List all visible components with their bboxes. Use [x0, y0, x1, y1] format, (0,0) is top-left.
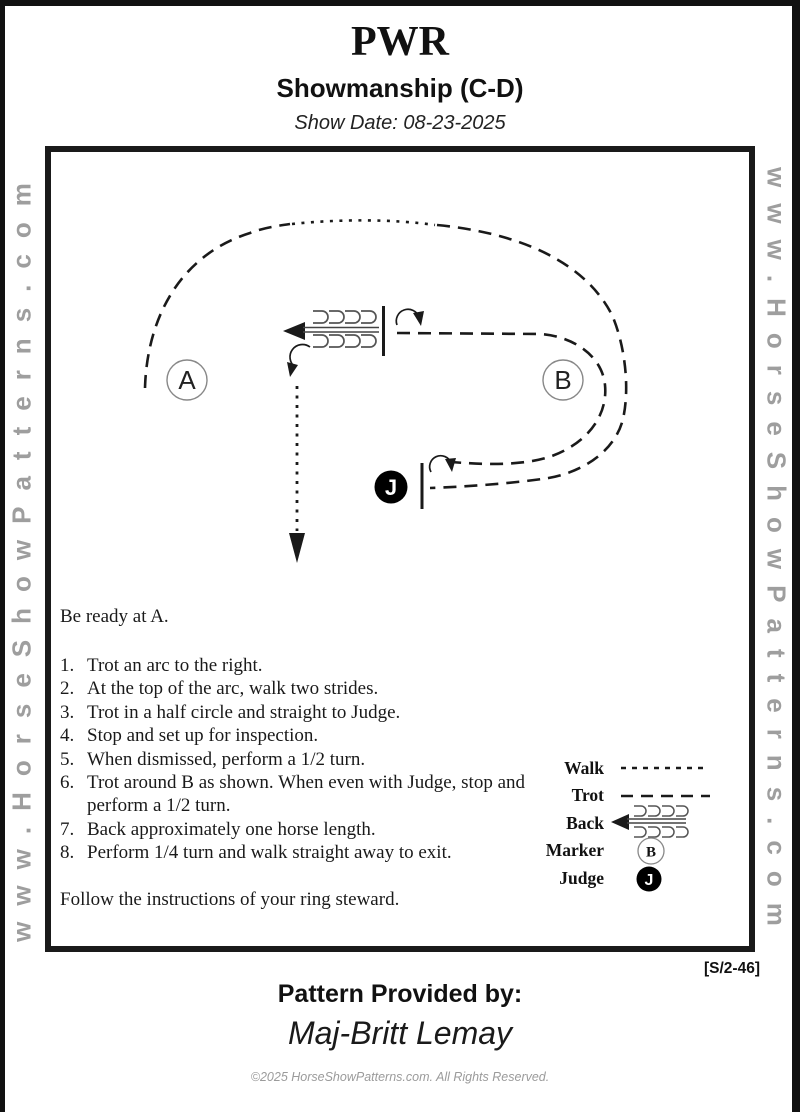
- quarter-turn-arrow: [290, 344, 310, 367]
- copyright-line: ©2025 HorseShowPatterns.com. All Rights Reserved.: [250, 1070, 550, 1084]
- legend-marker-label: Marker: [545, 840, 604, 860]
- step-text: Trot in a half circle and straight to Judge.: [87, 701, 401, 723]
- instructions-intro: Be ready at A.: [60, 606, 169, 627]
- legend: [546, 758, 710, 892]
- legend-judge-symbol: J: [644, 872, 654, 889]
- instruction-step: [60, 724, 538, 747]
- instruction-step: [60, 771, 538, 818]
- instructions-outro: Follow the instructions of your ring steward.: [60, 888, 400, 910]
- quarter-turn-arrowhead: [287, 362, 298, 377]
- step-text: When dismissed, perform a 1/2 turn.: [87, 748, 366, 770]
- marker-b-label: B: [554, 365, 572, 395]
- trot-loop-around-b: [397, 333, 605, 464]
- legend-trot-label: Trot: [571, 785, 604, 805]
- step-text: Back approximately one horse length.: [87, 818, 376, 840]
- step-number: 7.: [60, 818, 75, 840]
- legend-back-label: Back: [566, 813, 604, 833]
- step-number: 4.: [60, 725, 75, 747]
- watermark-right: www.HorseShowPatterns.com: [761, 167, 792, 942]
- instruction-step: [60, 841, 538, 864]
- step-text: Trot around B as shown. When even with Judge, stop and perform a 1/2 turn.: [87, 772, 526, 817]
- trot-arc-left: [145, 224, 290, 388]
- back-arrowhead: [283, 322, 305, 340]
- marker-a-label: A: [178, 365, 196, 395]
- trot-arc-right: [430, 225, 626, 488]
- step-text: At the top of the arc, walk two strides.: [87, 678, 379, 700]
- judge-label: J: [384, 475, 398, 500]
- page-frame-right: [792, 0, 800, 1112]
- pattern-code: [S/2-46]: [704, 960, 760, 977]
- step-number: 1.: [60, 655, 75, 676]
- step-text: Stop and set up for inspection.: [87, 725, 319, 747]
- provided-by-name: Maj-Britt Lemay: [287, 1015, 513, 1051]
- legend-back-symbol: [611, 806, 688, 837]
- step-text: Trot an arc to the right.: [87, 655, 263, 676]
- step-number: 8.: [60, 842, 75, 864]
- class-subtitle: Showmanship (C-D): [276, 73, 524, 103]
- step-number: 3.: [60, 701, 75, 723]
- walk-exit-arrowhead: [289, 533, 305, 563]
- legend-marker-symbol: B: [645, 844, 657, 861]
- walk-top-segment: [292, 220, 435, 225]
- half-turn-arrowhead-center: [413, 311, 424, 326]
- step-number: 2.: [60, 678, 75, 700]
- provided-by-label: Pattern Provided by:: [277, 980, 523, 1008]
- page-frame-top: [0, 0, 800, 6]
- page-title: PWR: [351, 19, 449, 65]
- show-date: Show Date: 08-23-2025: [294, 112, 506, 134]
- page-frame-left: [0, 0, 5, 1112]
- back-hoofprints: [313, 311, 376, 347]
- instruction-step: [60, 701, 538, 724]
- step-text: Perform 1/4 turn and walk straight away to exit.: [87, 842, 452, 864]
- step-number: 6.: [60, 772, 75, 794]
- legend-judge-label: Judge: [559, 868, 604, 888]
- instruction-step: [60, 677, 538, 700]
- instruction-step: [60, 748, 538, 771]
- step-number: 5.: [60, 748, 75, 770]
- instruction-step: [60, 818, 538, 841]
- half-turn-arrowhead-judge: [445, 458, 456, 472]
- instruction-step: [60, 654, 538, 677]
- watermark-left: www.HorseShowPatterns.com: [6, 167, 37, 942]
- legend-walk-label: Walk: [564, 758, 604, 778]
- instructions-block: [60, 606, 538, 911]
